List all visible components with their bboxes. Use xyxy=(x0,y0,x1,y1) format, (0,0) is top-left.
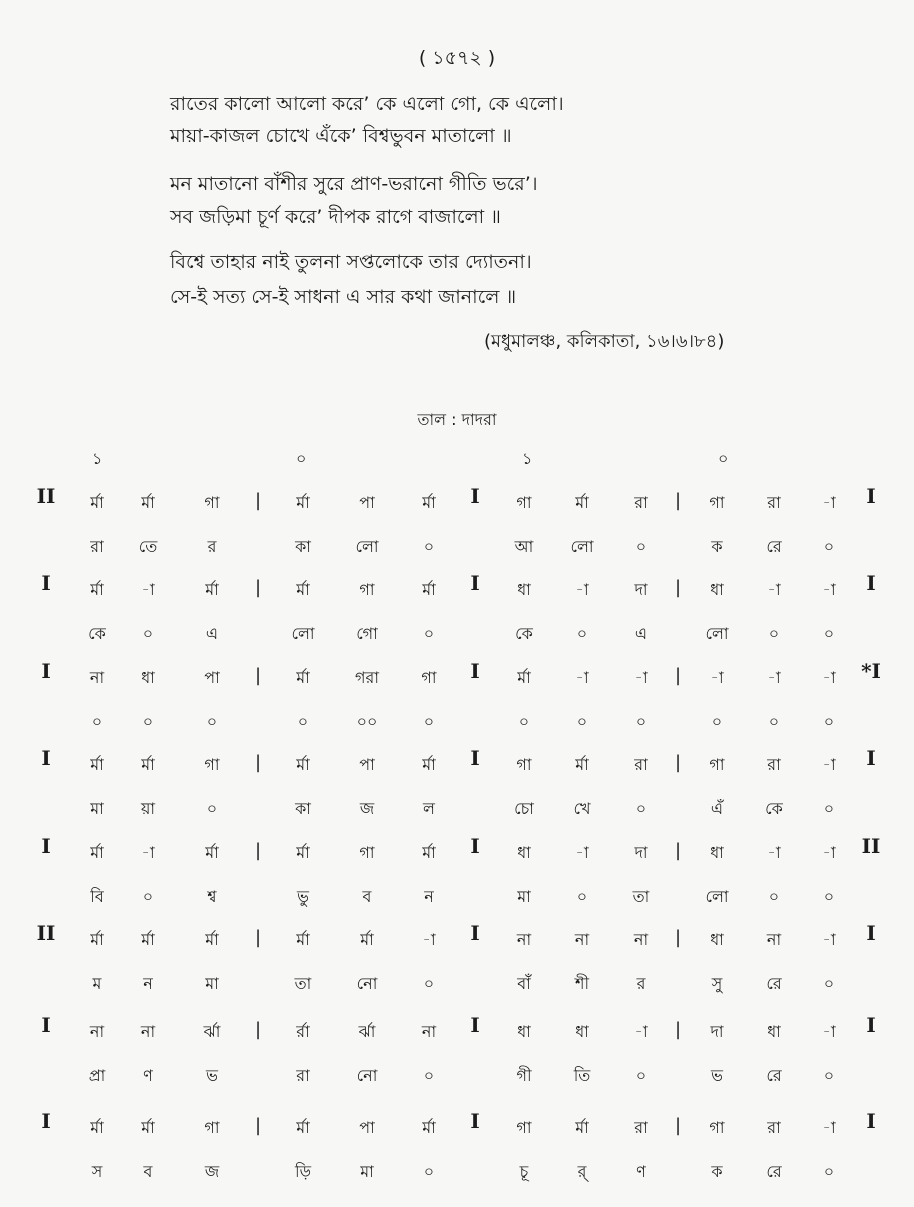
beat-divider: | xyxy=(254,840,262,861)
lyric-syllable: তি xyxy=(573,1066,591,1085)
beat-divider: | xyxy=(254,577,262,598)
lyric-syllable: লো xyxy=(570,537,594,556)
lyric-syllable: গী xyxy=(516,1066,532,1085)
lyric-syllable: শ্ব xyxy=(207,887,217,906)
swara-note: ধা xyxy=(767,1022,781,1041)
lyric-syllable: লো xyxy=(291,624,315,643)
swara-note: র্মা xyxy=(90,580,104,599)
beat-mark: ০ xyxy=(718,449,729,468)
lyric-syllable: রা xyxy=(296,1066,310,1085)
section-divider: I xyxy=(470,571,480,595)
swara-note: র্মা xyxy=(575,1118,589,1137)
lyric-syllable: ভ xyxy=(206,1066,218,1085)
swara-note: গা xyxy=(709,755,725,774)
swara-note: র্মা xyxy=(517,668,531,687)
lyric-syllable: ০ xyxy=(635,537,647,556)
beat-divider: | xyxy=(254,752,262,773)
section-divider: I xyxy=(470,1109,480,1133)
swara-note: -া xyxy=(575,668,589,687)
lyric-syllable: রে xyxy=(766,974,782,993)
swara-note: -া xyxy=(822,1118,836,1137)
lyric-syllable: ণ xyxy=(636,1162,646,1181)
lyric-syllable: ল xyxy=(423,799,435,818)
lyric-line-3: মন মাতানো বাঁশীর সুরে প্রাণ-ভরানো গীতি ভরে’। xyxy=(170,173,538,195)
lyric-syllable: কা xyxy=(295,799,311,818)
swara-note: -া xyxy=(822,930,836,949)
beat-divider: | xyxy=(254,1019,262,1040)
swara-note: র্মা xyxy=(422,493,436,512)
lyric-syllable: ন xyxy=(424,887,434,906)
lyric-syllable: ০০ xyxy=(356,712,378,731)
lyric-syllable: ন xyxy=(143,974,153,993)
lyric-syllable: রে xyxy=(766,1066,782,1085)
notation-staff xyxy=(0,1109,914,1205)
lyric-syllable: ০ xyxy=(423,1162,435,1181)
lyric-syllable: মা xyxy=(90,799,104,818)
section-divider: I xyxy=(470,659,480,683)
lyric-syllable: এঁ xyxy=(710,799,724,818)
swara-note: -া xyxy=(141,580,155,599)
lyric-syllable: র xyxy=(207,537,217,556)
bar-line-open: I xyxy=(41,571,51,595)
swara-note: -া xyxy=(822,843,836,862)
swara-note: দা xyxy=(710,1022,724,1041)
swara-note: র্মা xyxy=(296,755,310,774)
swara-note: না xyxy=(421,1022,437,1041)
lyric-syllable: কে xyxy=(765,799,783,818)
swara-note: র্মা xyxy=(90,493,104,512)
swara-note: র্মা xyxy=(141,930,155,949)
section-divider: I xyxy=(470,746,480,770)
lyric-syllable: ভ xyxy=(711,1066,723,1085)
swara-note: রা xyxy=(634,493,648,512)
swara-note: না xyxy=(766,930,782,949)
swara-note: -া xyxy=(575,843,589,862)
swara-note: -া xyxy=(710,668,724,687)
bar-line-close: I xyxy=(866,746,876,770)
lyric-syllable: ড়ি xyxy=(294,1162,312,1181)
lyric-syllable: ০ xyxy=(711,712,723,731)
section-divider: I xyxy=(470,921,480,945)
swara-note: গা xyxy=(516,493,532,512)
beat-divider: | xyxy=(254,665,262,686)
lyric-syllable: ০ xyxy=(297,712,309,731)
lyric-syllable: ০ xyxy=(91,712,103,731)
lyric-syllable: ০ xyxy=(142,887,154,906)
lyric-syllable: ০ xyxy=(823,1162,835,1181)
lyric-syllable: ০ xyxy=(635,712,647,731)
swara-note: রা xyxy=(634,755,648,774)
swara-note: গা xyxy=(204,755,220,774)
bar-line-close: II xyxy=(861,834,881,858)
lyric-syllable: রে xyxy=(766,1162,782,1181)
swara-note: ধা xyxy=(575,1022,589,1041)
bar-line-open: I xyxy=(41,659,51,683)
swara-note: র্মা xyxy=(296,930,310,949)
section-divider: I xyxy=(470,834,480,858)
swara-note: -া xyxy=(422,930,436,949)
lyric-syllable: তে xyxy=(138,537,158,556)
beat-divider: | xyxy=(674,927,682,948)
swara-note: র্মা xyxy=(90,843,104,862)
lyric-syllable: মা xyxy=(517,887,531,906)
notation-staff xyxy=(0,921,914,1017)
swara-note: রা xyxy=(767,755,781,774)
notation-staff xyxy=(0,1013,914,1109)
beat-divider: | xyxy=(674,490,682,511)
swara-note: না xyxy=(633,930,649,949)
swara-note: ধা xyxy=(517,843,531,862)
notation-staff xyxy=(0,484,914,580)
lyric-syllable: গো xyxy=(356,624,378,643)
swara-note: -া xyxy=(634,1022,648,1041)
beat-divider: | xyxy=(254,927,262,948)
swara-note: গা xyxy=(359,580,375,599)
swara-note: পা xyxy=(204,668,220,687)
lyric-syllable: ০ xyxy=(635,799,647,818)
swara-note: র্মা xyxy=(422,843,436,862)
swara-note: র্মা xyxy=(296,580,310,599)
tala-heading: তাল : দাদরা xyxy=(417,410,497,429)
source-citation: (মধুমালঞ্চ, কলিকাতা, ১৬।৬।৮৪) xyxy=(484,331,725,352)
swara-note: গা xyxy=(516,755,532,774)
lyric-syllable: মা xyxy=(205,974,219,993)
lyric-syllable: বাঁ xyxy=(517,974,531,993)
lyric-syllable: ০ xyxy=(768,712,780,731)
notation-staff xyxy=(0,746,914,842)
beat-mark: ১ xyxy=(522,449,533,468)
lyric-syllable: এ xyxy=(634,624,648,643)
lyric-syllable: ০ xyxy=(142,624,154,643)
notation-staff xyxy=(0,659,914,755)
swara-note: র্রা xyxy=(296,1022,310,1041)
swara-note: গরা xyxy=(355,668,379,687)
lyric-syllable: ০ xyxy=(576,624,588,643)
lyric-syllable: নো xyxy=(356,1066,378,1085)
swara-note: ধা xyxy=(710,580,724,599)
swara-note: রা xyxy=(634,1118,648,1137)
page-number: ( ১৫৭২ ) xyxy=(418,47,496,69)
beat-mark: ১ xyxy=(92,449,103,468)
lyric-syllable: জ xyxy=(359,799,375,818)
bar-line-open: II xyxy=(36,921,56,945)
swara-note: র্মা xyxy=(422,1118,436,1137)
lyric-syllable: ০ xyxy=(576,887,588,906)
lyric-syllable: কা xyxy=(295,537,311,556)
swara-note: র্মা xyxy=(422,580,436,599)
swara-note: র্মা xyxy=(296,843,310,862)
swara-note: র্মা xyxy=(296,668,310,687)
lyric-syllable: রা xyxy=(90,537,104,556)
lyric-line-5: বিশ্বে তাহার নাই তুলনা সপ্তলোকে তার দ্যোতনা। xyxy=(170,251,532,273)
swara-note: র্ঝা xyxy=(203,1022,221,1041)
beat-divider: | xyxy=(674,577,682,598)
lyric-syllable: খে xyxy=(573,799,591,818)
swara-note: র্মা xyxy=(296,1118,310,1137)
lyric-syllable: ০ xyxy=(635,1066,647,1085)
swara-note: পা xyxy=(359,1118,375,1137)
swara-note: -া xyxy=(822,580,836,599)
swara-note: পা xyxy=(359,493,375,512)
lyric-syllable: র্ xyxy=(577,1162,587,1181)
lyric-syllable: চো xyxy=(514,799,534,818)
lyric-syllable: ০ xyxy=(423,624,435,643)
lyric-syllable: চূ xyxy=(519,1162,529,1181)
swara-note: গা xyxy=(709,493,725,512)
swara-note: র্মা xyxy=(90,755,104,774)
swara-note: রা xyxy=(767,1118,781,1137)
beat-divider: | xyxy=(674,752,682,773)
swara-note: রা xyxy=(767,493,781,512)
swara-note: র্মা xyxy=(141,755,155,774)
lyric-syllable: প্রা xyxy=(88,1066,106,1085)
swara-note: -া xyxy=(575,580,589,599)
swara-note: র্ঝা xyxy=(358,1022,376,1041)
lyric-syllable: কে xyxy=(88,624,106,643)
swara-note: র্মা xyxy=(90,1118,104,1137)
swara-note: র্মা xyxy=(422,755,436,774)
swara-note: পা xyxy=(359,755,375,774)
lyric-syllable: লো xyxy=(355,537,379,556)
bar-line-close: I xyxy=(866,1013,876,1037)
swara-note: না xyxy=(89,1022,105,1041)
lyric-syllable: ০ xyxy=(206,799,218,818)
lyric-syllable: র xyxy=(636,974,646,993)
swara-note: র্মা xyxy=(205,843,219,862)
lyric-syllable: মা xyxy=(360,1162,374,1181)
swara-note: গা xyxy=(709,1118,725,1137)
lyric-syllable: লো xyxy=(705,887,729,906)
swara-note: -া xyxy=(822,755,836,774)
swara-note: ধা xyxy=(517,580,531,599)
swara-note: -া xyxy=(822,1022,836,1041)
beat-divider: | xyxy=(254,1115,262,1136)
swara-note: র্মা xyxy=(575,755,589,774)
swara-note: -া xyxy=(822,668,836,687)
swara-note: গা xyxy=(516,1118,532,1137)
swara-note: না xyxy=(89,668,105,687)
lyric-line-1: রাতের কালো আলো করে’ কে এলো গো, কে এলো। xyxy=(170,93,564,115)
lyric-syllable: সু xyxy=(711,974,723,993)
swara-note: গা xyxy=(359,843,375,862)
swara-note: না xyxy=(574,930,590,949)
lyric-syllable: স xyxy=(91,1162,103,1181)
lyric-syllable: ০ xyxy=(823,887,835,906)
lyric-syllable: ০ xyxy=(423,974,435,993)
bar-line-open: II xyxy=(36,484,56,508)
swara-note: ধা xyxy=(517,1022,531,1041)
lyric-syllable: ০ xyxy=(518,712,530,731)
lyric-line-6: সে-ই সত্য সে-ই সাধনা এ সার কথা জানালে ॥ xyxy=(170,286,517,308)
swara-note: র্মা xyxy=(296,493,310,512)
lyric-syllable: রে xyxy=(766,537,782,556)
lyric-syllable: ০ xyxy=(823,1066,835,1085)
swara-note: র্মা xyxy=(205,580,219,599)
swara-note: দা xyxy=(634,580,648,599)
swara-note: -া xyxy=(767,668,781,687)
lyric-syllable: ০ xyxy=(823,974,835,993)
lyric-syllable: লো xyxy=(705,624,729,643)
lyric-syllable: ০ xyxy=(768,624,780,643)
lyric-syllable: ম xyxy=(92,974,102,993)
bar-line-close: I xyxy=(866,1109,876,1133)
lyric-syllable: ০ xyxy=(423,1066,435,1085)
beat-divider: | xyxy=(674,1115,682,1136)
lyric-syllable: তা xyxy=(632,887,650,906)
swara-note: র্মা xyxy=(360,930,374,949)
swara-note: দা xyxy=(634,843,648,862)
bar-line-open: I xyxy=(41,834,51,858)
lyric-syllable: ক xyxy=(711,537,723,556)
lyric-syllable: ০ xyxy=(423,712,435,731)
swara-note: না xyxy=(516,930,532,949)
swara-note: ধা xyxy=(710,930,724,949)
swara-note: র্মা xyxy=(141,1118,155,1137)
bar-line-open: I xyxy=(41,1013,51,1037)
bar-line-close: *I xyxy=(861,659,881,683)
section-divider: I xyxy=(470,1013,480,1037)
bar-line-open: I xyxy=(41,746,51,770)
swara-note: -া xyxy=(822,493,836,512)
lyric-syllable: ০ xyxy=(768,887,780,906)
lyric-syllable: ০ xyxy=(576,712,588,731)
beat-divider: | xyxy=(674,1019,682,1040)
swara-note: গা xyxy=(421,668,437,687)
lyric-syllable: ব xyxy=(362,887,372,906)
lyric-syllable: য়া xyxy=(140,799,156,818)
lyric-syllable: ০ xyxy=(142,712,154,731)
lyric-syllable: কে xyxy=(515,624,533,643)
bar-line-close: I xyxy=(866,484,876,508)
swara-note: র্মা xyxy=(575,493,589,512)
lyric-syllable: বি xyxy=(90,887,104,906)
swara-note: -া xyxy=(767,580,781,599)
lyric-syllable: তা xyxy=(294,974,312,993)
beat-divider: | xyxy=(674,665,682,686)
lyric-line-4: সব জড়িমা চূর্ণ করে’ দীপক রাগে বাজালো ॥ xyxy=(170,206,501,228)
notation-staff xyxy=(0,571,914,667)
swara-note: গা xyxy=(204,493,220,512)
lyric-syllable: ণ xyxy=(143,1066,153,1085)
lyric-syllable: ০ xyxy=(823,624,835,643)
swara-note: র্মা xyxy=(141,493,155,512)
beat-divider: | xyxy=(674,840,682,861)
swara-note: র্মা xyxy=(205,930,219,949)
swara-note: -া xyxy=(141,843,155,862)
lyric-syllable: নো xyxy=(356,974,378,993)
lyric-syllable: ভু xyxy=(297,887,309,906)
beat-divider: | xyxy=(254,490,262,511)
lyric-syllable: ব xyxy=(143,1162,153,1181)
lyric-syllable: ০ xyxy=(823,712,835,731)
section-divider: I xyxy=(470,484,480,508)
lyric-syllable: শী xyxy=(574,974,590,993)
bar-line-close: I xyxy=(866,571,876,595)
lyric-syllable: আ xyxy=(514,537,534,556)
swara-note: ধা xyxy=(141,668,155,687)
bar-line-close: I xyxy=(866,921,876,945)
swara-note: গা xyxy=(204,1118,220,1137)
bar-line-open: I xyxy=(41,1109,51,1133)
lyric-syllable: ০ xyxy=(206,712,218,731)
notation-staff xyxy=(0,834,914,930)
lyric-syllable: ০ xyxy=(423,537,435,556)
lyric-syllable: ০ xyxy=(823,799,835,818)
lyric-syllable: ০ xyxy=(823,537,835,556)
swara-note: -া xyxy=(634,668,648,687)
swara-note: না xyxy=(140,1022,156,1041)
swara-note: ধা xyxy=(710,843,724,862)
swara-note: -া xyxy=(767,843,781,862)
lyric-line-2: মায়া-কাজল চোখে এঁকে’ বিশ্বভুবন মাতালো ॥ xyxy=(170,125,512,147)
lyric-syllable: এ xyxy=(205,624,219,643)
lyric-syllable: জ xyxy=(204,1162,220,1181)
swara-note: র্মা xyxy=(90,930,104,949)
beat-mark: ০ xyxy=(296,449,307,468)
lyric-syllable: ক xyxy=(711,1162,723,1181)
